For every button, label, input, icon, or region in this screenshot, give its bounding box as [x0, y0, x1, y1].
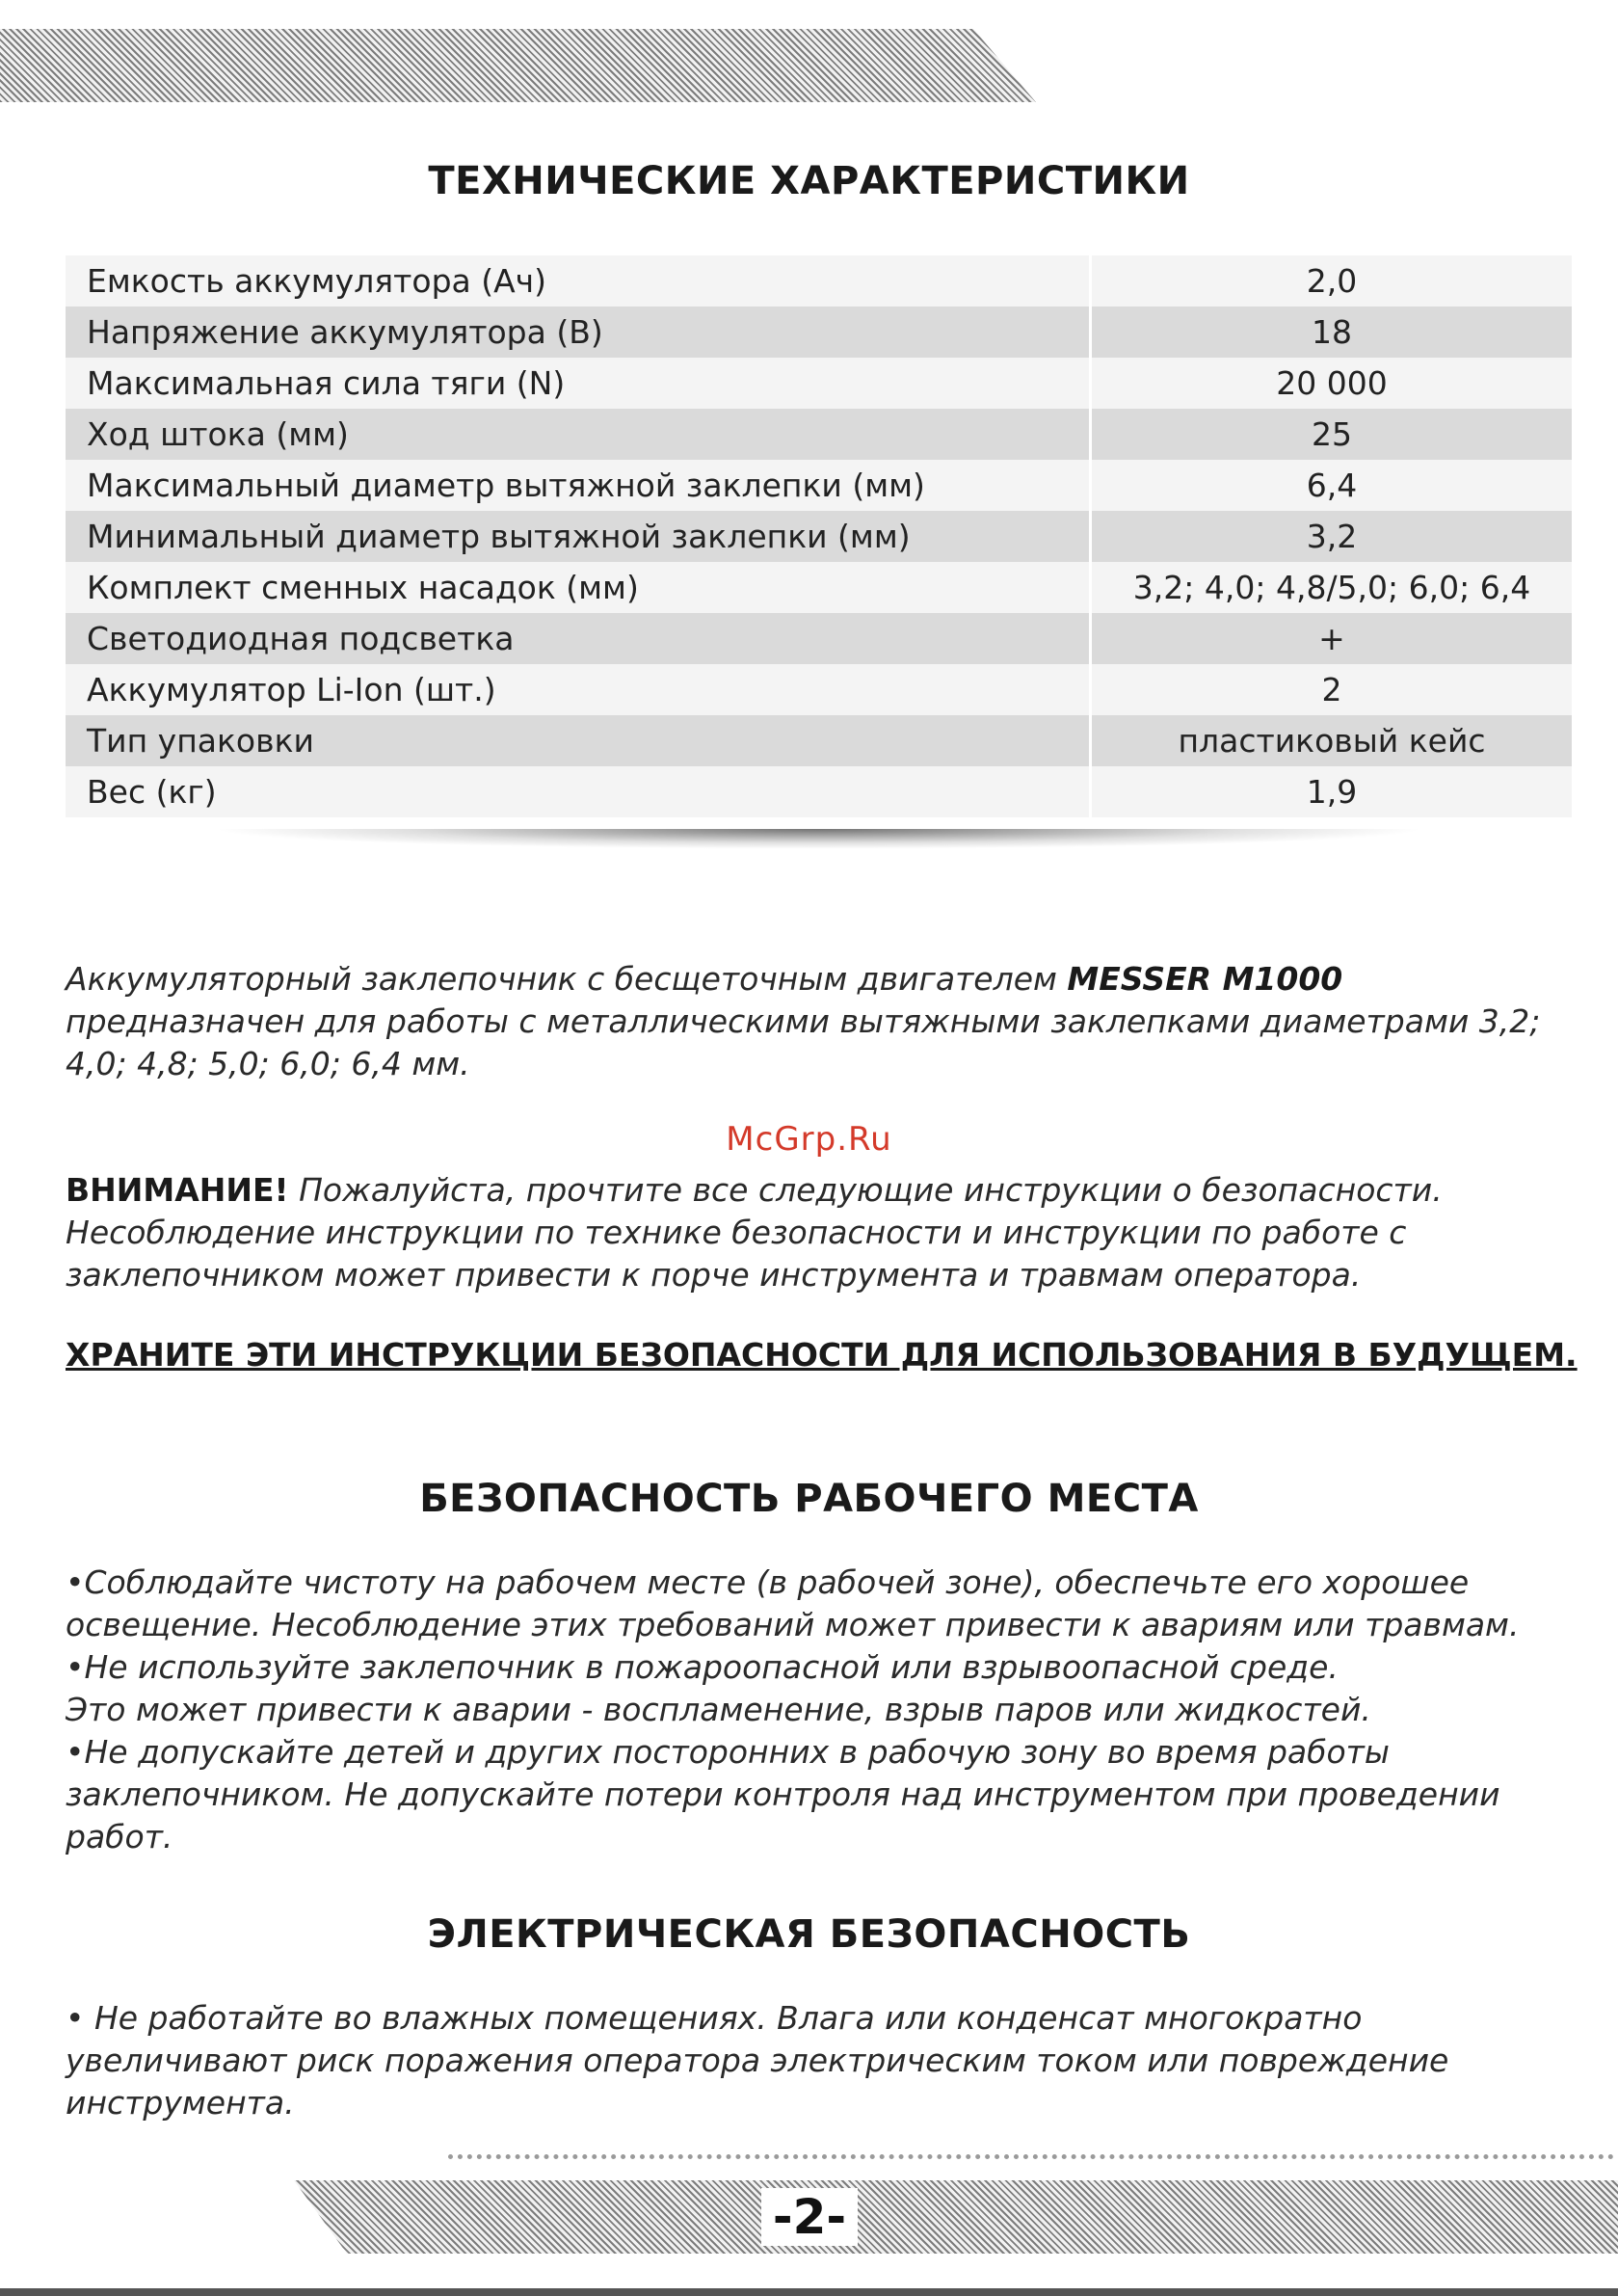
spec-value: 1,9 [1091, 766, 1573, 817]
spec-param: Ход штока (мм) [66, 409, 1091, 460]
spec-param: Тип упаковки [66, 715, 1091, 766]
electrical-line: увеличивают риск поражения оператора электрическим током или повреждение [66, 2042, 1449, 2079]
spec-param: Напряжение аккумулятора (В) [66, 307, 1091, 358]
spec-value: 18 [1091, 307, 1573, 358]
spec-row [66, 562, 1572, 613]
header-hatch-band [0, 29, 1036, 102]
electrical-safety-heading: ЭЛЕКТРИЧЕСКАЯ БЕЗОПАСНОСТЬ [427, 1912, 1191, 1957]
workplace-safety-text [66, 1562, 1588, 1858]
spec-value: 3,2 [1091, 511, 1573, 562]
spec-value: + [1091, 613, 1573, 664]
spec-param: Минимальный диаметр вытяжной заклепки (мм) [66, 511, 1091, 562]
table-shadow [66, 829, 1572, 854]
spec-row [66, 613, 1572, 664]
spec-value: 6,4 [1091, 460, 1573, 511]
spec-value: 2 [1091, 664, 1573, 715]
footer-hatch-band [294, 2180, 1618, 2254]
electrical-safety-text [66, 1997, 1588, 2124]
spec-row [66, 409, 1572, 460]
warning-text: Пожалуйста, прочтите все следующие инструкции о безопасности. Несоблюдение инструкции по технике безопасности и инструкции по работе с заклепочником может привести к порче инструмента и травмам оператора. [66, 1171, 1443, 1294]
spec-row [66, 715, 1572, 766]
workplace-line: освещение. Несоблюдение этих требований может привести к авариям или травмам. [66, 1606, 1520, 1643]
workplace-line: заклепочником. Не допускайте потери контроля над инструментом при проведении [66, 1775, 1500, 1813]
warning-label: ВНИМАНИЕ! [66, 1171, 289, 1209]
spec-value: 25 [1091, 409, 1573, 460]
spec-row [66, 766, 1572, 817]
spec-row [66, 460, 1572, 511]
spec-param: Вес (кг) [66, 766, 1091, 817]
spec-param: Емкость аккумулятора (Ач) [66, 255, 1091, 307]
spec-value: пластиковый кейс [1091, 715, 1573, 766]
warning-paragraph [66, 1169, 1588, 1296]
workplace-line: •Не используйте заклепочник в пожароопасной или взрывоопасной среде. [66, 1648, 1339, 1686]
spec-value: 2,0 [1091, 255, 1573, 307]
electrical-line: • Не работайте во влажных помещениях. Влага или конденсат многократно [66, 1999, 1363, 2037]
page-title: ТЕХНИЧЕСКИЕ ХАРАКТЕРИСТИКИ [428, 159, 1190, 203]
footer-bottom-line [0, 2288, 1618, 2296]
footer-dotted-rule [448, 2154, 1614, 2159]
intro-brand: MESSER M1000 [1067, 960, 1343, 998]
spec-param: Светодиодная подсветка [66, 613, 1091, 664]
spec-param: Аккумулятор Li-Ion (шт.) [66, 664, 1091, 715]
spec-value: 20 000 [1091, 358, 1573, 409]
workplace-line: •Соблюдайте чистоту на рабочем месте (в рабочей зоне), обеспечьте его хорошее [66, 1563, 1470, 1601]
workplace-safety-heading: БЕЗОПАСНОСТЬ РАБОЧЕГО МЕСТА [419, 1477, 1199, 1521]
page-number: -2- [761, 2188, 858, 2246]
intro-paragraph [66, 958, 1588, 1085]
spec-param: Максимальный диаметр вытяжной заклепки (мм) [66, 460, 1091, 511]
spec-row [66, 255, 1572, 307]
spec-table [66, 255, 1572, 817]
spec-param: Комплект сменных насадок (мм) [66, 562, 1091, 613]
spec-row [66, 511, 1572, 562]
spec-row [66, 307, 1572, 358]
workplace-line: Это может привести к аварии - воспламенение, взрыв паров или жидкостей. [66, 1691, 1371, 1728]
spec-row [66, 664, 1572, 715]
spec-table-body [66, 255, 1572, 817]
intro-text-cont: предназначен для работы с металлическими вытяжными заклепками диаметрами 3,2; 4,0; 4,8; 5,0; 6,0; 6,4 мм. [66, 1002, 1541, 1082]
spec-param: Максимальная сила тяги (N) [66, 358, 1091, 409]
keep-instructions-note: ХРАНИТЕ ЭТИ ИНСТРУКЦИИ БЕЗОПАСНОСТИ ДЛЯ ИСПОЛЬЗОВАНИЯ В БУДУЩЕМ. [66, 1336, 1578, 1374]
workplace-line: •Не допускайте детей и других посторонних в рабочую зону во время работы [66, 1733, 1390, 1771]
watermark: McGrp.Ru [726, 1120, 892, 1159]
electrical-line: инструмента. [66, 2084, 295, 2122]
workplace-line: работ. [66, 1818, 173, 1855]
intro-text: Аккумуляторный заклепочник с бесщеточным двигателем [66, 960, 1068, 998]
spec-value: 3,2; 4,0; 4,8/5,0; 6,0; 6,4 [1091, 562, 1573, 613]
spec-row [66, 358, 1572, 409]
